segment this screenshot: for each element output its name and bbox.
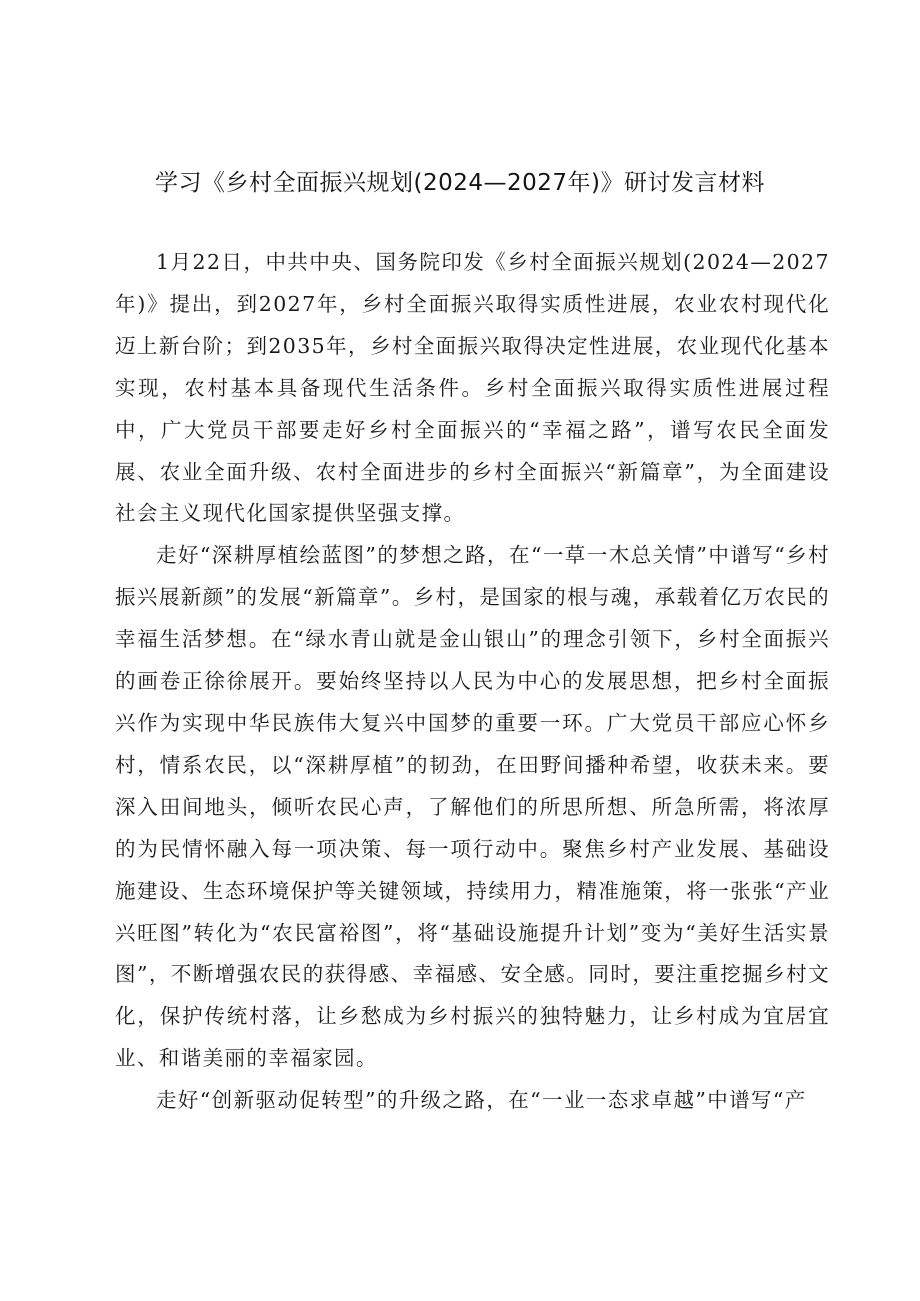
document-title: 学习《乡村全面振兴规划(2024—2027年)》研讨发言材料 xyxy=(154,170,765,196)
document-body xyxy=(115,242,830,1122)
paragraph-blueprint: 走好“深耕厚植绘蓝图”的梦想之路，在“一草一木总关情”中谱写“乡村振兴展新颜”的发展“新篇章”。乡村，是国家的根与魂，承载着亿万农民的幸福生活梦想。在“绿水青山就是金山银山”的理念引领下，乡村全面振兴的画卷正徐徐展开。要始终坚持以人民为中心的发展思想，把乡村全面振兴作为实现中华民族伟大复兴中国梦的重要一环。广大党员干部应心怀乡村，情系农民，以“深耕厚植”的韧劲，在田野间播种希望，收获未来。要深入田间地头，倾听农民心声，了解他们的所思所想、所急所需，将浓厚的为民情怀融入每一项决策、每一项行动中。聚焦乡村产业发展、基础设施建设、生态环境保护等关键领域，持续用力，精准施策，将一张张“产业兴旺图”转化为“农民富裕图”，将“基础设施提升计划”变为“美好生活实景图”，不断增强农民的获得感、幸福感、安全感。同时，要注重挖掘乡村文化，保护传统村落，让乡愁成为乡村振兴的独特魅力，让乡村成为宜居宜业、和谐美丽的幸福家园。 xyxy=(115,543,830,1071)
paragraph-intro: 1月22日，中共中央、国务院印发《乡村全面振兴规划(2024—2027年)》提出，到2027年，乡村全面振兴取得实质性进展，农业农村现代化迈上新台阶；到2035年，乡村全面振兴取得决定性进展，农业现代化基本实现，农村基本具备现代生活条件。乡村全面振兴取得实质性进展过程中，广大党员干部要走好乡村全面振兴的“幸福之路”，谱写农民全面发展、农业全面升级、农村全面进步的乡村全面振兴“新篇章”，为全面建设社会主义现代化国家提供坚强支撑。 xyxy=(115,250,830,526)
paragraph-innovation: 走好“创新驱动促转型”的升级之路，在“一业一态求卓越”中谱写“产 xyxy=(156,1088,807,1113)
